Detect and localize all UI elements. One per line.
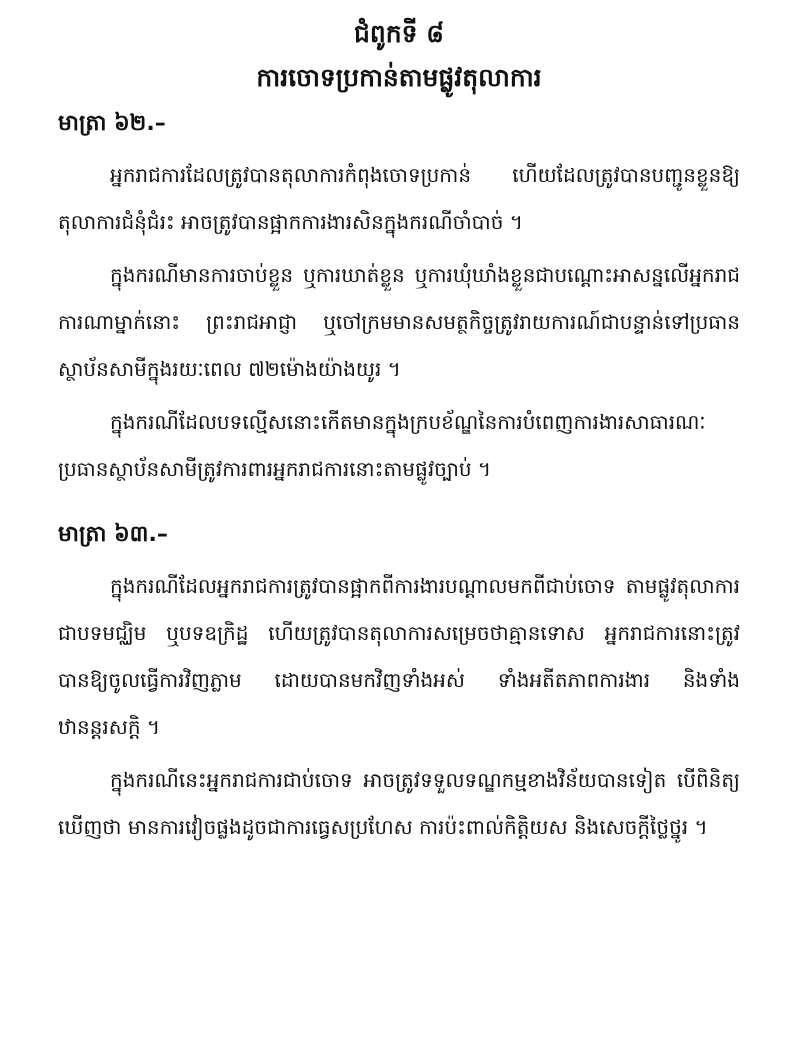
chapter-title: ជំពូកទី ៨ xyxy=(354,19,444,48)
article-63 xyxy=(58,515,740,851)
paragraph: ក្នុងករណីដែលបទល្មើសនោះកើតមានក្នុងក្របខ័ណ្ឌនៃការបំពេញការងារសាធារណៈ ប្រធានស្ថាប័នសាមីត្រូវការពារអ្នករាជការនោះតាមផ្លូវច្បាប់ ។ xyxy=(58,410,706,481)
paragraph: អ្នករាជការដែលត្រូវបានតុលាការកំពុងចោទប្រកាន់ ហើយដែលត្រូវបានបញ្ជូនខ្លួនឱ្យតុលាការជំនុំជំរះ អាចត្រូវបានផ្អាកការងារសិនក្នុងករណីចាំបាច់ ។ xyxy=(58,163,740,234)
paragraph: ក្នុងករណីនេះអ្នករាជការជាប់ចោទ អាចត្រូវទទួលទណ្ឌកម្មខាងវិន័យបានទៀត បើពិនិត្យឃើញថា មានការវៀចផ្លងដូចជាការធ្វេសប្រហែស ការប៉ះពាល់កិត្តិយស និងសេចក្ដីថ្លៃថ្នូរ ។ xyxy=(58,768,740,839)
paragraph: ក្នុងករណីមានការចាប់ខ្លួន ឬការឃាត់ខ្លួន ឬការឃុំឃាំងខ្លួនជាបណ្ដោះអាសន្នលើអ្នករាជការណាម្នាក់នោះ ព្រះរាជអាជ្ញា ឬចៅក្រមមានសមត្ថកិច្ចត្រូវរាយការណ៍ជាបន្ទាន់ទៅប្រធានស្ថាប័នសាមីក្នុងរយៈពេល ៧២ម៉ោងយ៉ាងយូរ ។ xyxy=(58,263,740,381)
chapter-subtitle: ការចោទប្រកាន់តាមផ្លូវតុលាការ xyxy=(256,63,542,92)
article-62 xyxy=(58,104,740,493)
paragraph: ក្នុងករណីដែលអ្នករាជការត្រូវបានផ្អាកពីការងារបណ្ដាលមកពីជាប់ចោទ តាមផ្លូវតុលាការជាបទមជ្ឈិម ឬបទឧក្រិដ្ឋ ហើយត្រូវបានតុលាការសម្រេចថាគ្មានទោស អ្នករាជការនោះត្រូវបានឱ្យចូលធ្វើការវិញភ្លាម ដោយបានមកវិញទាំងអស់ ទាំងអតីតភាពការងារ និងទាំងឋានន្តរសក្តិ ។ xyxy=(58,574,740,739)
article-heading: មាត្រា ៦២.– xyxy=(58,111,166,136)
article-heading: មាត្រា ៦៣.– xyxy=(58,522,168,547)
